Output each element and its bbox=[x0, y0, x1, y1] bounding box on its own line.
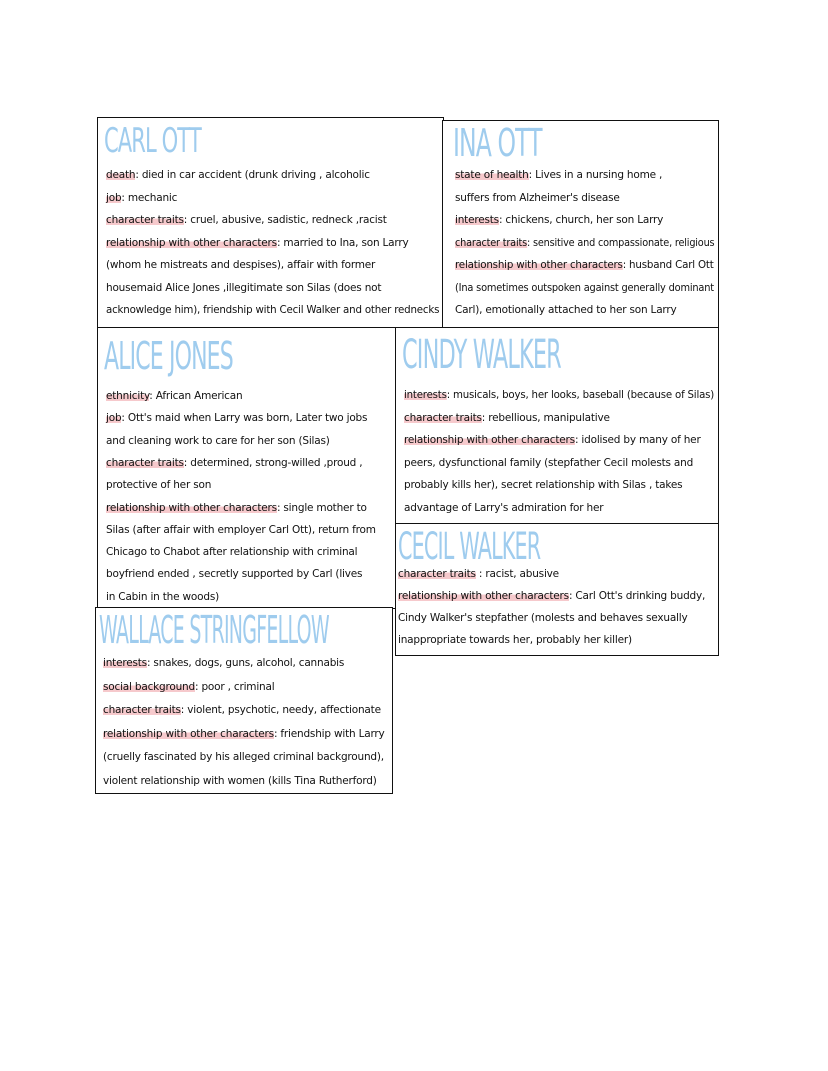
note-text: violent relationship with women (kills Tina Rutherford) bbox=[103, 774, 377, 787]
card-carl-ott bbox=[97, 117, 444, 329]
note-line bbox=[106, 480, 211, 491]
highlighted-key: character traits bbox=[398, 568, 476, 580]
note-line bbox=[106, 413, 367, 424]
note-text: : poor , criminal bbox=[194, 680, 275, 693]
note-text: (whom he mistreats and despises), affair with former bbox=[106, 259, 376, 271]
highlighted-key: job bbox=[106, 191, 122, 204]
note-line bbox=[455, 305, 677, 316]
note-text: : single mother to bbox=[276, 501, 367, 514]
note-line bbox=[404, 480, 682, 491]
note-text: : friendship with Larry bbox=[273, 727, 385, 740]
note-text: inappropriate towards her, probably her killer) bbox=[398, 634, 632, 646]
note-line bbox=[106, 391, 242, 402]
note-text: : rebellious, manipulative bbox=[481, 411, 610, 424]
card-cindy-walker bbox=[395, 327, 719, 525]
card-title: INA OTT bbox=[453, 121, 542, 165]
note-line bbox=[103, 752, 384, 763]
card-title: WALLACE STRINGFELLOW bbox=[99, 608, 329, 652]
note-line bbox=[404, 435, 701, 446]
highlighted-key: character traits bbox=[103, 704, 181, 716]
note-line bbox=[106, 305, 439, 316]
highlighted-key: state of health bbox=[455, 169, 529, 181]
note-text: : violent, psychotic, needy, affectionate bbox=[180, 704, 381, 716]
note-line bbox=[106, 283, 381, 294]
card-title: CINDY WALKER bbox=[402, 332, 561, 378]
note-text: Silas (after affair with employer Carl Ott), return from bbox=[106, 523, 376, 536]
note-text: suffers from Alzheimer's disease bbox=[455, 191, 620, 204]
note-line bbox=[106, 503, 367, 514]
note-text: and cleaning work to care for her son (Silas) bbox=[106, 434, 330, 447]
note-line bbox=[106, 260, 375, 271]
note-line bbox=[455, 283, 714, 294]
note-line bbox=[106, 215, 387, 226]
highlighted-key: relationship with other characters bbox=[106, 236, 277, 249]
highlighted-key: ethnicity bbox=[106, 390, 150, 402]
note-line bbox=[455, 193, 620, 204]
note-text: : idolised by many of her bbox=[574, 434, 701, 446]
highlighted-key: interests bbox=[103, 657, 147, 669]
note-line bbox=[103, 729, 385, 740]
note-text: Carl), emotionally attached to her son Larry bbox=[455, 304, 677, 316]
note-text: in Cabin in the woods) bbox=[106, 590, 219, 603]
note-text: probably kills her), secret relationship with Silas , takes bbox=[404, 479, 683, 491]
note-text: : determined, strong-willed ,proud , bbox=[183, 456, 363, 469]
note-text: advantage of Larry's admiration for her bbox=[404, 501, 604, 514]
note-text: : sensitive and compassionate, religious bbox=[526, 236, 715, 249]
note-line bbox=[398, 569, 559, 580]
note-text: : chickens, church, her son Larry bbox=[498, 214, 664, 226]
card-title: ALICE JONES bbox=[104, 334, 233, 378]
highlighted-key: job bbox=[106, 412, 122, 425]
note-line bbox=[398, 613, 688, 624]
card-cecil-walker bbox=[395, 523, 719, 656]
highlighted-key: relationship with other characters bbox=[404, 434, 575, 446]
note-text: : Ott's maid when Larry was born, Later two jobs bbox=[121, 412, 368, 425]
note-line bbox=[103, 682, 274, 693]
note-line bbox=[404, 390, 714, 401]
note-line bbox=[106, 569, 362, 580]
note-text: acknowledge him), friendship with Cecil Walker and other rednecks bbox=[106, 304, 440, 316]
note-line bbox=[106, 436, 330, 447]
highlighted-key: social background bbox=[103, 680, 195, 693]
highlighted-key: relationship with other characters bbox=[103, 727, 274, 740]
note-text: : died in car accident (drunk driving , alcoholic bbox=[135, 169, 370, 181]
note-text: : married to Ina, son Larry bbox=[276, 236, 409, 249]
note-text: Cindy Walker's stepfather (molests and behaves sexually bbox=[398, 612, 688, 624]
note-text: (Ina sometimes outspoken against generally dominant bbox=[455, 281, 714, 294]
note-line bbox=[404, 458, 693, 469]
note-line bbox=[455, 170, 662, 181]
note-line bbox=[106, 238, 408, 249]
note-text: : mechanic bbox=[121, 191, 178, 204]
highlighted-key: character traits bbox=[404, 411, 482, 424]
note-line bbox=[404, 503, 603, 514]
card-title: CARL OTT bbox=[104, 121, 201, 161]
note-line bbox=[106, 170, 370, 181]
note-line bbox=[398, 635, 632, 646]
note-line bbox=[106, 592, 219, 603]
card-ina-ott bbox=[442, 120, 719, 329]
note-text: protective of her son bbox=[106, 479, 212, 492]
note-text: : musicals, boys, her looks, baseball (because of Silas) bbox=[446, 389, 715, 401]
card-title: CECIL WALKER bbox=[398, 525, 541, 568]
note-text: : husband Carl Ott bbox=[622, 259, 714, 271]
note-line bbox=[455, 215, 663, 226]
note-line bbox=[404, 413, 610, 424]
note-text: : African American bbox=[149, 390, 243, 402]
note-text: Chicago to Chabot after relationship with criminal bbox=[106, 546, 358, 559]
highlighted-key: death bbox=[106, 169, 136, 181]
card-alice-jones bbox=[97, 327, 397, 609]
note-line bbox=[455, 238, 714, 249]
highlighted-key: character traits bbox=[455, 236, 527, 249]
highlighted-key: relationship with other characters bbox=[106, 501, 277, 514]
note-line bbox=[455, 260, 714, 271]
note-line bbox=[103, 658, 344, 669]
note-text: : racist, abusive bbox=[475, 568, 559, 580]
note-line bbox=[106, 525, 376, 536]
note-text: : Lives in a nursing home , bbox=[528, 169, 663, 181]
highlighted-key: character traits bbox=[106, 456, 184, 469]
note-text: peers, dysfunctional family (stepfather Cecil molests and bbox=[404, 456, 694, 469]
note-text: boyfriend ended , secretly supported by Carl (lives bbox=[106, 568, 363, 581]
highlighted-key: character traits bbox=[106, 214, 184, 226]
highlighted-key: relationship with other characters bbox=[455, 259, 623, 271]
note-line bbox=[106, 458, 362, 469]
highlighted-key: interests bbox=[404, 389, 447, 401]
note-line bbox=[106, 193, 177, 204]
card-wallace-stringfellow bbox=[95, 607, 393, 794]
note-text: : cruel, abusive, sadistic, redneck ,racist bbox=[183, 214, 387, 226]
note-line bbox=[398, 591, 705, 602]
note-text: housemaid Alice Jones ,illegitimate son Silas (does not bbox=[106, 281, 382, 294]
note-line bbox=[103, 705, 381, 716]
note-text: : snakes, dogs, guns, alcohol, cannabis bbox=[146, 657, 345, 669]
highlighted-key: interests bbox=[455, 214, 499, 226]
note-text: (cruelly fascinated by his alleged criminal background), bbox=[103, 751, 384, 763]
highlighted-key: relationship with other characters bbox=[398, 590, 569, 602]
note-text: : Carl Ott's drinking buddy, bbox=[568, 590, 706, 602]
note-line bbox=[106, 547, 357, 558]
note-line bbox=[103, 776, 377, 787]
